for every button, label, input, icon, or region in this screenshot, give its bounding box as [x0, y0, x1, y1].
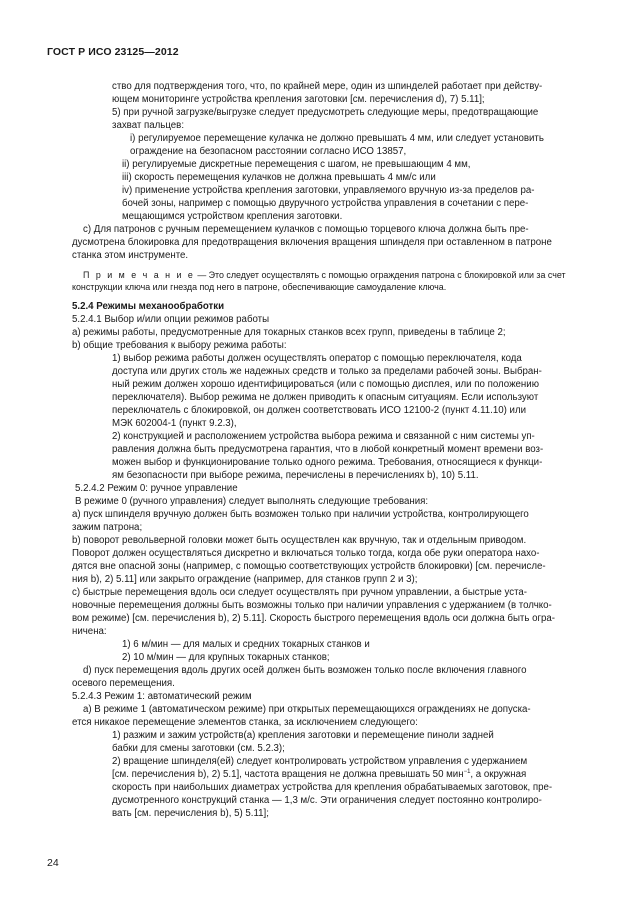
text-line [72, 690, 584, 703]
text-line [72, 469, 584, 482]
line-text: бочей зоны, например с помощью двуручного устройства управления в сочетании с пере- [122, 198, 529, 209]
line-text: ii) регулируемые дискретные перемещения с шагом, не превышающим 4 мм, [122, 159, 471, 170]
paragraph-gap [72, 293, 584, 300]
line-text: b) общие требования к выбору режима работы: [72, 340, 287, 351]
line-text: переключатель с блокировкой, он должен соответствовать ИСО 12100-2 (пункт 4.11.10) или [112, 405, 527, 416]
line-text: В режиме 0 (ручного управления) следует выполнять следующие требования: [75, 496, 429, 507]
page-number: 24 [47, 857, 59, 869]
line-text: Поворот должен осуществляться дискретно и включаться только тогда, когда обе руки оператора нахо- [72, 548, 540, 559]
text-line [72, 210, 584, 223]
line-text: 1) выбор режима работы должен осуществлять оператор с помощью переключателя, кода [112, 353, 522, 364]
line-text: конструкции ключа или гнезда под него в патроне, обеспечивающие самоудаление ключа. [72, 282, 447, 292]
text-line [72, 171, 584, 184]
line-text: d) пуск перемещения вдоль других осей должен быть возможен только после включения главного [83, 665, 527, 676]
text-line [72, 365, 584, 378]
line-text: равления должна быть предусмотрена гарантия, что в любой конкретный момент времени воз- [112, 444, 544, 455]
text-line [72, 223, 584, 236]
line-text: переключателя). Выбор режима не должен приводить к опасным ситуациям. Если используют [112, 392, 539, 403]
line-text: доступа или других столь же надежных средств и только за пределами рабочей зоны. Выбран- [112, 366, 542, 377]
line-text: ный режим должен хорошо идентифицироваться (или с помощью дисплея, или по положению [112, 379, 539, 390]
line-text: а) пуск шпинделя вручную должен быть возможен только при наличии устройства, контролирующего [72, 509, 529, 520]
text-line [72, 456, 584, 469]
line-text: новочные перемещения должны быть возможны только при наличии управления с удержанием (в толчко- [72, 600, 552, 611]
line-text: c) Для патронов с ручным перемещением кулачков с помощью торцевого ключа должна быть пре- [83, 224, 529, 235]
text-line [72, 443, 584, 456]
text-line [72, 378, 584, 391]
line-text: осевого перемещения. [72, 678, 175, 689]
text-line [72, 612, 584, 625]
text-line [72, 313, 584, 326]
text-line [72, 742, 584, 755]
line-text: — Это следует осуществлять с помощью ограждения патрона с блокировкой или за счет [194, 270, 566, 280]
line-text: вать [см. перечисления b), 5) 5.11]; [112, 808, 269, 819]
text-line [72, 768, 584, 781]
line-text: ется никакое перемещение элементов станка, за исключением следующего: [72, 717, 418, 728]
text-line [72, 703, 584, 716]
text-line [72, 249, 584, 262]
line-text: а) В режиме 1 (автоматическом режиме) при открытых перемещающихся ограждениях не допуска- [83, 704, 531, 715]
line-text: 5.2.4 Режимы механообработки [72, 301, 225, 312]
text-line [72, 794, 584, 807]
superscript: −1 [463, 768, 471, 775]
text-line [72, 521, 584, 534]
line-text: i) регулируемое перемещение кулачка не должно превышать 4 мм, или следует установить [130, 133, 544, 144]
line-text: 5.2.4.1 Выбор и/или опции режимов работы [72, 314, 270, 325]
line-text: 2) конструкцией и расположением устройства выбора режима и связанной с ним системы уп- [112, 431, 535, 442]
text-line [72, 573, 584, 586]
line-text: ство для подтверждения того, что, по крайней мере, один из шпинделей работает при действу- [112, 81, 543, 92]
text-line [72, 236, 584, 249]
text-line [72, 80, 584, 93]
line-text: дусмотренного конструкций станка — 1,3 м/с. Эти ограничения следует постоянно контролиро- [112, 795, 542, 806]
line-text: iii) скорость перемещения кулачков не должна превышать 4 мм/с или [122, 172, 436, 183]
text-line [72, 781, 584, 794]
note-line [72, 281, 584, 293]
line-text: ния b), 2) 5.11] или закрыто ограждение (например, для станков групп 2 и 3); [72, 574, 418, 585]
text-line [72, 508, 584, 521]
page-body [72, 80, 584, 820]
text-line [72, 664, 584, 677]
line-text: дятся вне опасной зоны (например, с помощью соответствующих устройств блокировки) [см. перечисле- [72, 561, 546, 572]
line-text: можен выбор и функционирование только одного режима. Требования, относящиеся к функци- [112, 457, 543, 468]
document-header: ГОСТ Р ИСО 23125—2012 [47, 46, 179, 58]
line-text: 2) 10 м/мин — для крупных токарных станков; [122, 652, 330, 663]
text-line [72, 158, 584, 171]
text-line [72, 807, 584, 820]
text-line [72, 625, 584, 638]
line-text: а) режимы работы, предусмотренные для токарных станков всех групп, приведены в таблице 2; [72, 327, 506, 338]
paragraph-gap [72, 262, 584, 269]
text-line [72, 197, 584, 210]
line-text: 5) при ручной загрузке/выгрузке следует предусмотреть следующие меры, предотвращающие [112, 107, 539, 118]
line-text: 1) 6 м/мин — для малых и средних токарных станков и [122, 639, 370, 650]
text-line [72, 534, 584, 547]
line-text: вом режиме) [см. перечисления b), 2) 5.11]. Скорость быстрого перемещения вдоль оси должна быть огра- [72, 613, 556, 624]
line-text: 1) разжим и зажим устройств(а) крепления заготовки и перемещение пиноли задней [112, 730, 494, 741]
line-text: захват пальцев: [112, 120, 185, 131]
line-text: c) быстрые перемещения вдоль оси следует осуществлять при ручном управлении, а быстрые уста- [72, 587, 528, 598]
text-line [72, 482, 584, 495]
line-text: скорость при наибольших диаметрах устройства для крепления обрабатываемых заготовок, пре- [112, 782, 553, 793]
text-line [72, 391, 584, 404]
text-line [72, 352, 584, 365]
line-text: ющем мониторинге устройства крепления заготовки [см. перечисления d), 7) 5.11]; [112, 94, 485, 105]
note-line [72, 269, 584, 281]
line-text: 5.2.4.2 Режим 0: ручное управление [75, 483, 238, 494]
line-text: дусмотрена блокировка для предотвращения включения вращения шпинделя при оставленном в патроне [72, 237, 552, 248]
text-line [72, 106, 584, 119]
text-line [72, 93, 584, 106]
text-line [72, 339, 584, 352]
text-line [72, 495, 584, 508]
line-text: 5.2.4.3 Режим 1: автоматический режим [72, 691, 252, 702]
section-heading [72, 300, 584, 313]
line-text: бабки для смены заготовки (см. 5.2.3); [112, 743, 285, 754]
text-line [72, 586, 584, 599]
text-line [72, 119, 584, 132]
text-line [72, 547, 584, 560]
line-text: ничена: [72, 626, 107, 637]
text-line [72, 430, 584, 443]
line-text-tail: , а окружная [470, 769, 527, 780]
text-line [72, 417, 584, 430]
line-text: ограждение на безопасном расстоянии согласно ИСО 13857, [130, 146, 407, 157]
text-line [72, 729, 584, 742]
text-line [72, 716, 584, 729]
line-text: зажим патрона; [72, 522, 143, 533]
text-line [72, 326, 584, 339]
line-text: станка этом инструменте. [72, 250, 189, 261]
text-line [72, 145, 584, 158]
line-text: iv) применение устройства крепления заготовки, управляемого вручную из-за пределов ра- [122, 185, 535, 196]
text-line [72, 599, 584, 612]
line-text: ям безопасности при выборе режима, перечислены в перечислениях b), 10) 5.11. [112, 470, 479, 481]
line-text: 2) вращение шпинделя(ей) следует контролировать устройством управления с удержанием [112, 756, 528, 767]
line-text: МЭК 602004-1 (пункт 9.2.3), [112, 418, 237, 429]
text-line [72, 184, 584, 197]
line-text: b) поворот револьверной головки может быть осуществлен как вручную, так и отдельным приводом. [72, 535, 527, 546]
text-line [72, 755, 584, 768]
text-line [72, 677, 584, 690]
text-line [72, 132, 584, 145]
text-line [72, 638, 584, 651]
line-text: [см. перечисления b), 2) 5.1], частота вращения не должна превышать 50 мин [112, 769, 464, 780]
text-line [72, 560, 584, 573]
line-text: мещающимся устройством крепления заготовки. [122, 211, 343, 222]
note-label: П р и м е ч а н и е [83, 270, 195, 280]
text-line [72, 651, 584, 664]
text-line [72, 404, 584, 417]
